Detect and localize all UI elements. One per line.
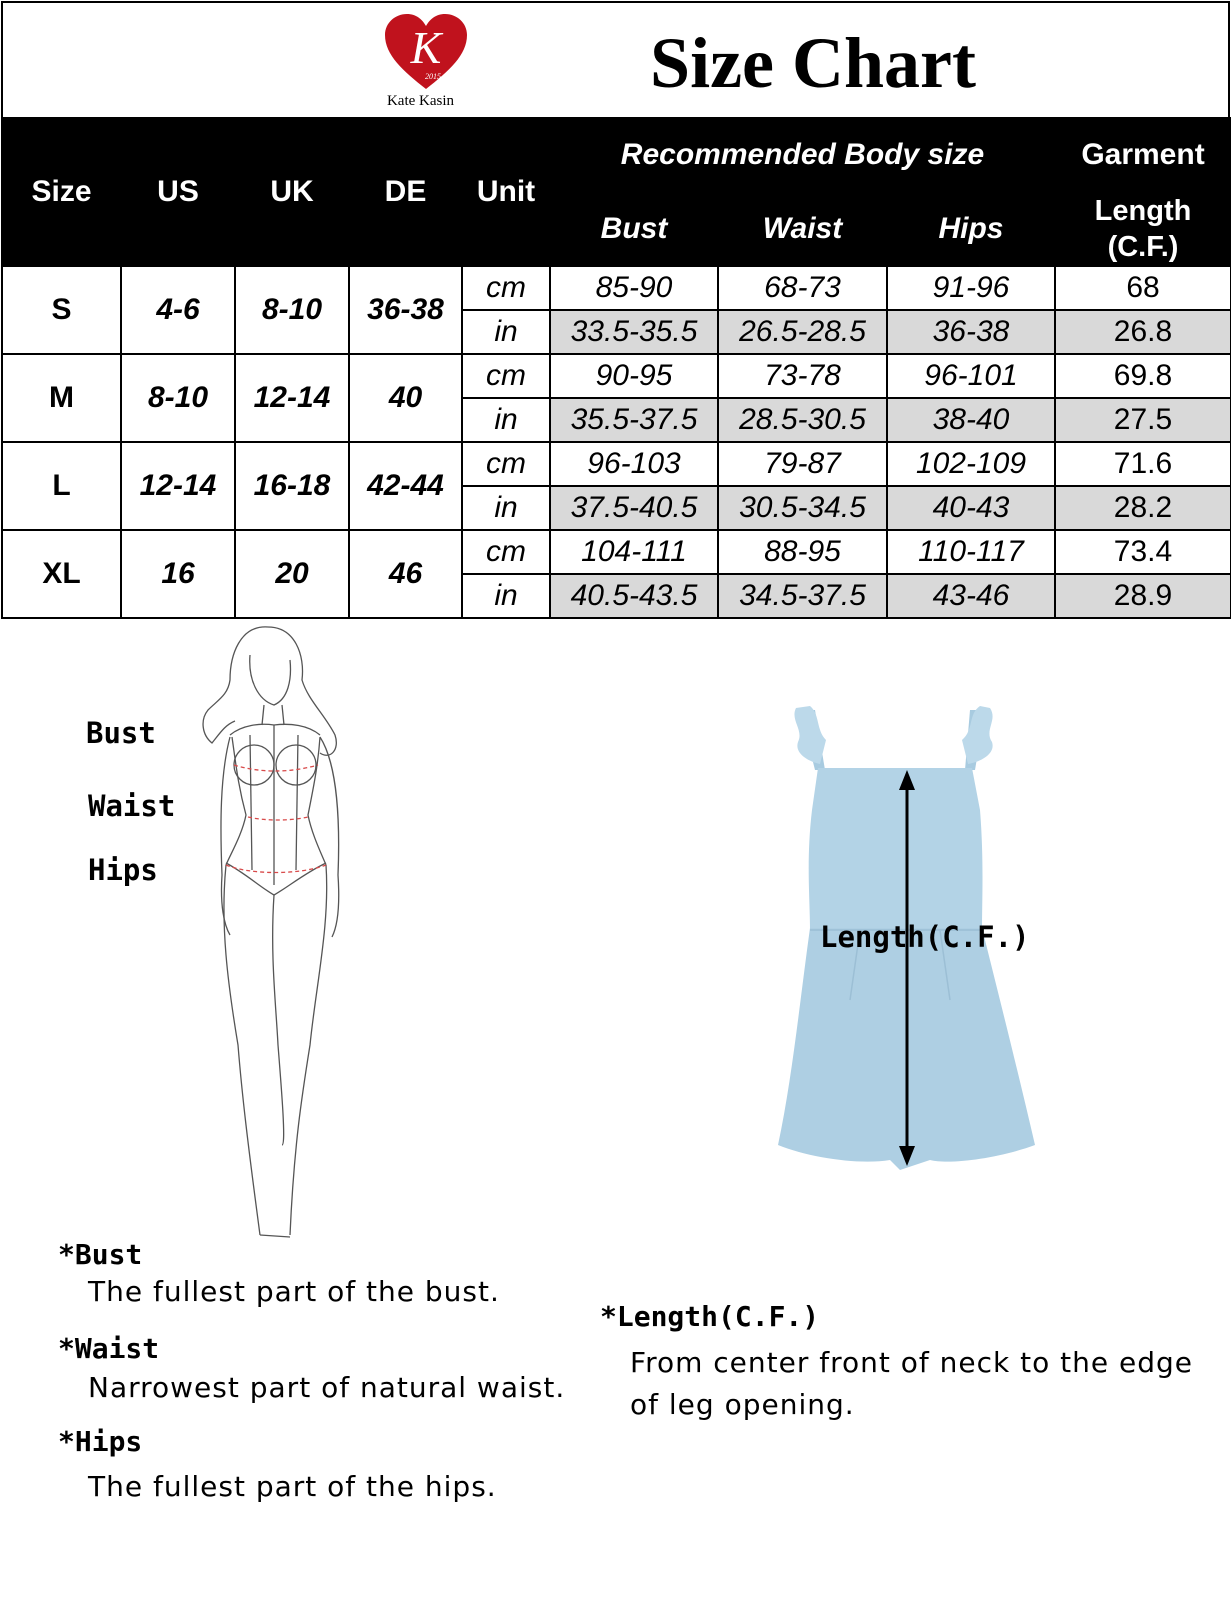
- page-title: Size Chart: [650, 23, 976, 103]
- header-length: Length (C.F.): [1055, 192, 1231, 266]
- us-size: 8-10: [121, 354, 235, 442]
- unit-cm: cm: [462, 530, 550, 574]
- header-uk: UK: [235, 118, 349, 266]
- note-hips-text: The fullest part of the hips.: [88, 1470, 497, 1503]
- waist-in: 26.5-28.5: [718, 310, 887, 354]
- brand-name: Kate Kasin: [386, 93, 455, 109]
- length-in: 28.9: [1055, 574, 1231, 618]
- us-size: 4-6: [121, 266, 235, 354]
- hips-cm: 96-101: [887, 354, 1055, 398]
- waist-cm: 73-78: [718, 354, 887, 398]
- note-bust-heading: *Bust: [58, 1238, 143, 1271]
- hips-in: 43-46: [887, 574, 1055, 618]
- body-figure-illustration: [190, 625, 370, 1250]
- size-label: XL: [2, 530, 121, 618]
- figure-label-waist: Waist: [88, 789, 176, 823]
- de-size: 46: [349, 530, 462, 618]
- bust-cm: 96-103: [550, 442, 718, 486]
- hips-cm: 110-117: [887, 530, 1055, 574]
- svg-text:K: K: [410, 22, 442, 73]
- figure-label-length: Length(C.F.): [820, 920, 1030, 954]
- hips-cm: 102-109: [887, 442, 1055, 486]
- length-cm: 73.4: [1055, 530, 1231, 574]
- header-de: DE: [349, 118, 462, 266]
- header-body-size: Recommended Body size: [550, 118, 1055, 192]
- unit-cm: cm: [462, 266, 550, 310]
- waist-in: 28.5-30.5: [718, 398, 887, 442]
- note-hips-heading: *Hips: [58, 1425, 143, 1458]
- unit-in: in: [462, 310, 550, 354]
- bust-cm: 90-95: [550, 354, 718, 398]
- unit-in: in: [462, 486, 550, 530]
- bust-in: 37.5-40.5: [550, 486, 718, 530]
- header-unit: Unit: [462, 118, 550, 266]
- table-row: [2, 530, 1231, 574]
- note-length-text-2: of leg opening.: [630, 1388, 855, 1421]
- length-cm: 69.8: [1055, 354, 1231, 398]
- de-size: 36-38: [349, 266, 462, 354]
- waist-cm: 88-95: [718, 530, 887, 574]
- unit-in: in: [462, 574, 550, 618]
- header-waist: Waist: [718, 192, 887, 266]
- length-in: 27.5: [1055, 398, 1231, 442]
- waist-in: 34.5-37.5: [718, 574, 887, 618]
- unit-cm: cm: [462, 354, 550, 398]
- bust-cm: 85-90: [550, 266, 718, 310]
- note-length-heading: *Length(C.F.): [600, 1300, 820, 1333]
- note-waist-text: Narrowest part of natural waist.: [88, 1371, 566, 1404]
- waist-cm: 68-73: [718, 266, 887, 310]
- figure-label-hips: Hips: [88, 853, 158, 887]
- hips-cm: 91-96: [887, 266, 1055, 310]
- unit-cm: cm: [462, 442, 550, 486]
- table-row: [2, 266, 1231, 310]
- note-length-text-1: From center front of neck to the edge: [630, 1346, 1193, 1379]
- table-row: [2, 354, 1231, 398]
- waist-cm: 79-87: [718, 442, 887, 486]
- us-size: 12-14: [121, 442, 235, 530]
- length-cm: 71.6: [1055, 442, 1231, 486]
- hips-in: 40-43: [887, 486, 1055, 530]
- chart-header: [1, 1, 1230, 117]
- bust-cm: 104-111: [550, 530, 718, 574]
- svg-text:2015: 2015: [425, 72, 441, 81]
- bust-in: 40.5-43.5: [550, 574, 718, 618]
- hips-in: 36-38: [887, 310, 1055, 354]
- size-table: [1, 117, 1231, 619]
- size-label: S: [2, 266, 121, 354]
- uk-size: 12-14: [235, 354, 349, 442]
- size-label: M: [2, 354, 121, 442]
- header-size: Size: [2, 118, 121, 266]
- size-label: L: [2, 442, 121, 530]
- header-bust: Bust: [550, 192, 718, 266]
- us-size: 16: [121, 530, 235, 618]
- waist-in: 30.5-34.5: [718, 486, 887, 530]
- table-row: [2, 442, 1231, 486]
- uk-size: 8-10: [235, 266, 349, 354]
- bust-in: 33.5-35.5: [550, 310, 718, 354]
- header-garment: Garment: [1055, 118, 1231, 192]
- uk-size: 16-18: [235, 442, 349, 530]
- note-bust-text: The fullest part of the bust.: [88, 1275, 500, 1308]
- de-size: 42-44: [349, 442, 462, 530]
- figure-label-bust: Bust: [86, 716, 156, 750]
- unit-in: in: [462, 398, 550, 442]
- heart-logo-icon: [383, 13, 469, 91]
- uk-size: 20: [235, 530, 349, 618]
- header-hips: Hips: [887, 192, 1055, 266]
- length-in: 28.2: [1055, 486, 1231, 530]
- de-size: 40: [349, 354, 462, 442]
- hips-in: 38-40: [887, 398, 1055, 442]
- length-cm: 68: [1055, 266, 1231, 310]
- header-us: US: [121, 118, 235, 266]
- bust-in: 35.5-37.5: [550, 398, 718, 442]
- brand-logo: [373, 13, 473, 113]
- length-in: 26.8: [1055, 310, 1231, 354]
- note-waist-heading: *Waist: [58, 1332, 160, 1365]
